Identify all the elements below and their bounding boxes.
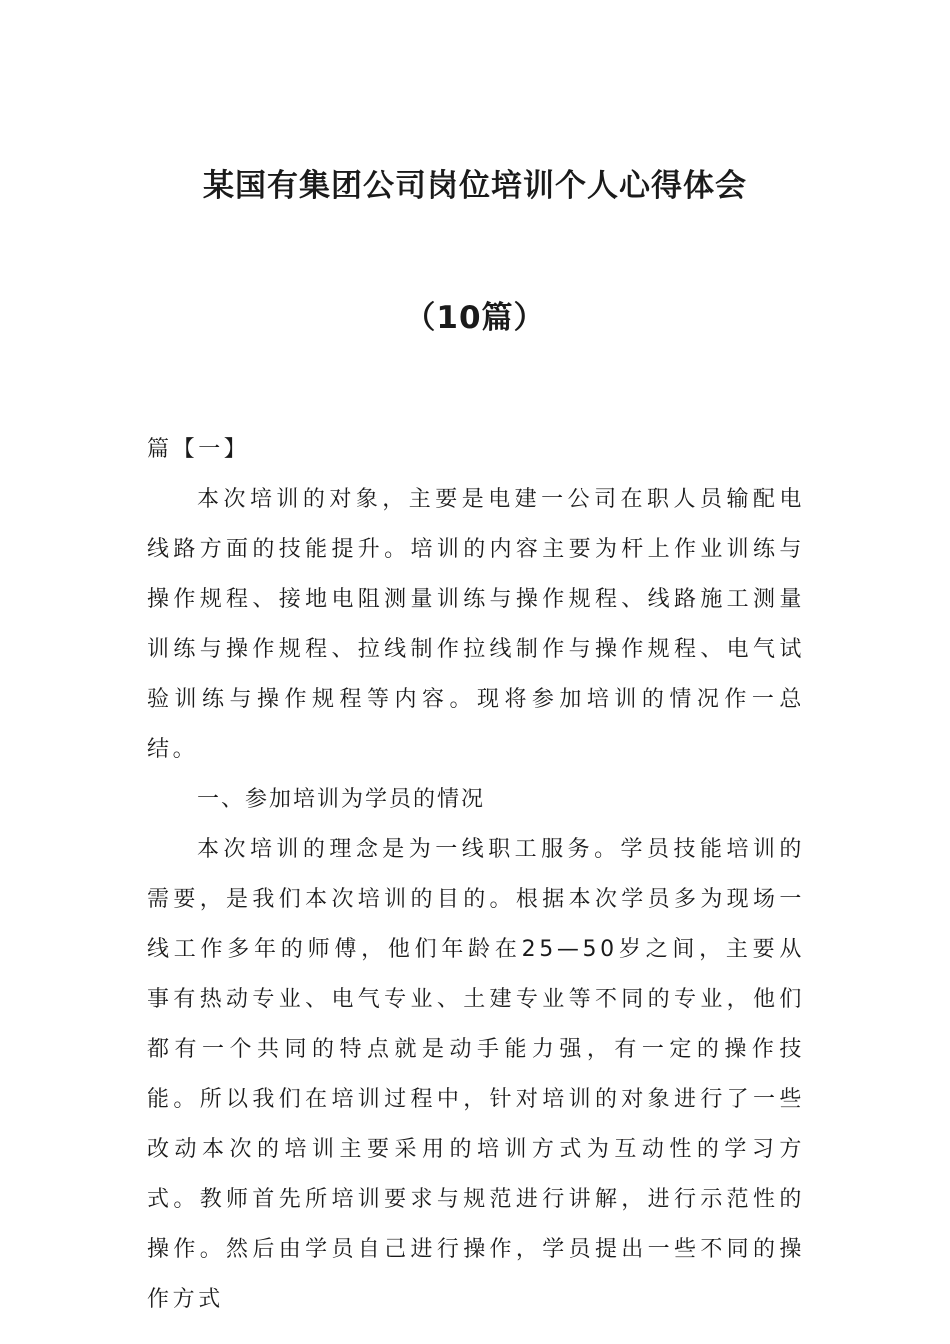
paragraph: 本次培训的对象，主要是电建一公司在职人员输配电线路方面的技能提升。培训的内容主要为杆上作业训练与操作规程、接地电阻测量训练与操作规程、线路施工测量训练与操作规程、拉线制作拉线制作与操作规程、电气试验训练与操作规程等内容。现将参加培训的情况作一总结。 bbox=[147, 487, 805, 762]
document-subtitle: （10篇） bbox=[404, 300, 546, 336]
section-heading: 一、参加培训为学员的情况 bbox=[197, 787, 486, 812]
paragraph: 本次培训的理念是为一线职工服务。学员技能培训的需要，是我们本次培训的目的。根据本次学员多为现场一线工作多年的师傅，他们年龄在25—50岁之间，主要从事有热动专业、电气专业、土建专业等不同的专业，他们都有一个共同的特点就是动手能力强，有一定的操作技能。所以我们在培训过程中，针对培训的对象进行了一些改动本次的培训主要采用的培训方式为互动性的学习方式。教师首先所培训要求与规范进行讲解，进行示范性的操作。然后由学员自己进行操作，学员提出一些不同的操作方式 bbox=[147, 837, 805, 1312]
section-label: 篇【一】 bbox=[147, 437, 250, 462]
document-body bbox=[147, 425, 805, 1325]
document-title: 某国有集团公司岗位培训个人心得体会 bbox=[203, 168, 747, 204]
